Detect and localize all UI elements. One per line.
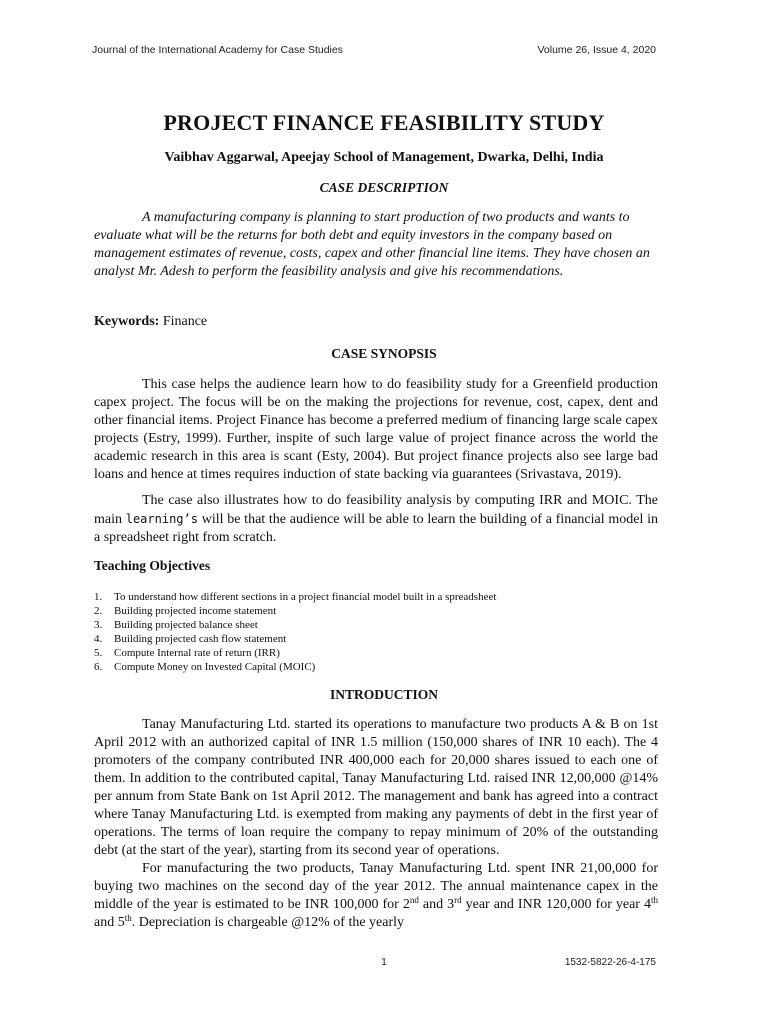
objective-item: 3. Building projected balance sheet <box>94 619 258 631</box>
keywords-label: Keywords: <box>94 314 160 329</box>
introduction-paragraph-2: For manufacturing the two products, Tanay Manufacturing Ltd. spent INR 21,00,000 for buying two machines on the second day of the year 2012. The annual maintenance capex in the middle of the year is estimated to be INR 100,000 for 2nd and 3rd year and INR 120,000 for year 4th and 5th. Depreciation is chargeable @12% of the yearly <box>94 861 658 930</box>
case-synopsis-paragraph-2 <box>94 492 658 547</box>
keywords-line <box>94 314 207 330</box>
article-id: 1532-5822-26-4-175 <box>564 957 656 968</box>
volume-issue: Volume 26, Issue 4, 2020 <box>537 44 656 56</box>
case-synopsis-paragraph-1: This case helps the audience learn how to do feasibility study for a Greenfield production capex project. The focus will be on the making the projections for revenue, cost, capex, dent and other financial items. Project Finance has become a preferred medium of financing large scale capex projects (Estry, 1999). Further, inspite of such large value of project finance across the world the academic research in this area is scant (Esty, 2004). But project finance projects also see large bad loans and hence at times requires induction of state backing via guarantees (Srivastava, 2019). <box>94 377 658 482</box>
objective-item: 1. To understand how different sections in a project financial model built in a spreadsheet <box>94 591 497 603</box>
paper-title: PROJECT FINANCE FEASIBILITY STUDY <box>163 110 605 135</box>
introduction-paragraph-1: Tanay Manufacturing Ltd. started its operations to manufacture two products A & B on 1st April 2012 with an authorized capital of INR 1.5 million (150,000 shares of INR 10 each). The 4 promoters of the company contributed INR 400,000 each for 20,000 shares issued to each one of them. In addition to the contributed capital, Tanay Manufacturing Ltd. raised INR 12,00,000 @14% per annum from State Bank on 1st April 2012. The management and bank has agreed into a contract where Tanay Manufacturing Ltd. is exempted from making any payments of debt in the first year of operations. The terms of loan require the company to repay minimum of 20% of the outstanding debt (at the start of the year), starting from its second year of operations. <box>94 717 658 858</box>
case-description-heading: CASE DESCRIPTION <box>319 180 449 195</box>
synopsis-text-b: will be that the audience will be able to learn the building of a financial model in a spreadsheet right from scratch. <box>94 512 658 545</box>
keywords-value: Finance <box>162 314 208 329</box>
objective-item: 6. Compute Money on Invested Capital (MOIC) <box>94 661 316 673</box>
teaching-objectives-heading: Teaching Objectives <box>94 558 211 573</box>
synopsis-learnings-word: learning’s <box>125 512 198 526</box>
author-line: Vaibhav Aggarwal, Apeejay School of Management, Dwarka, Delhi, India <box>164 150 604 165</box>
case-description-text: A manufacturing company is planning to start production of two products and wants to evaluate what will be the returns for both debt and equity investors in the company based on management estimates of revenue, costs, capex and other financial line items. They have chosen an analyst Mr. Adesh to perform the feasibility analysis and give his recommendations. <box>94 210 650 279</box>
case-synopsis-heading: CASE SYNOPSIS <box>331 346 437 361</box>
introduction-heading: INTRODUCTION <box>329 687 438 702</box>
objective-item: 2. Building projected income statement <box>94 605 277 617</box>
page-number: 1 <box>381 957 387 968</box>
objective-item: 5. Compute Internal rate of return (IRR) <box>94 647 280 659</box>
journal-name: Journal of the International Academy for Case Studies <box>92 44 343 56</box>
teaching-objectives-list <box>94 590 658 674</box>
objective-item: 4. Building projected cash flow statement <box>94 633 287 645</box>
synopsis-text-a: The case also illustrates how to do feasibility analysis by computing IRR and MOIC. The main <box>94 493 658 527</box>
